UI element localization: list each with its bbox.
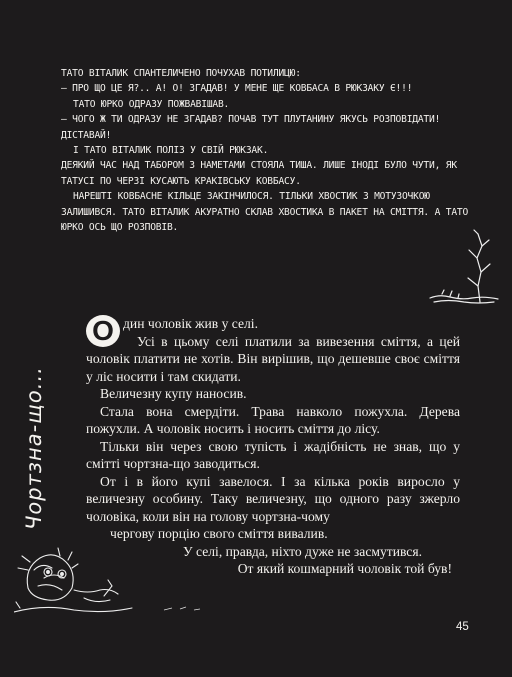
story-paragraph: От який кошмарний чоловік той був!	[237, 561, 452, 576]
story-paragraph: От і в його купі завелося. І за кілька років виросло у величезну особину. Таку величезну, що одного разу зжерло чоловіка, коли він на голову чортзна-чому	[86, 473, 460, 524]
side-title: Чортзна-що...	[22, 366, 46, 530]
story-paragraph: чергову порцію свого сміття вивалив.	[110, 526, 328, 541]
intro-line: ДЕЯКИЙ ЧАС НАД ТАБОРОМ З НАМЕТАМИ СТОЯЛА ТИША. ЛИШЕ ІНОДІ БУЛО ЧУТИ, ЯК ТАТУСІ ПО ЧЕРЗІ КУСАЮТЬ КРАКІВСЬКУ КОВБАСУ.	[61, 160, 457, 187]
intro-line: НАРЕШТІ КОВБАСНЕ КІЛЬЦЕ ЗАКІНЧИЛОСЯ. ТІЛЬКИ ХВОСТИК З МОТУЗОЧКОЮ ЗАЛИШИВСЯ. ТАТО ВІТАЛИК АКУРАТНО СКЛАВ ХВОСТИКА В ПАКЕТ НА СМІТТЯ. А ТАТО ЮРКО ОСЬ ЩО РОЗПОВІВ.	[61, 191, 469, 234]
intro-text	[61, 66, 481, 235]
story-paragraph: У селі, правда, ніхто дуже не засмутився.	[183, 543, 422, 559]
drop-cap: О	[86, 315, 120, 347]
intro-line: — ЧОГО Ж ТИ ОДРАЗУ НЕ ЗГАДАВ? ПОЧАВ ТУТ ПЛУТАНИНУ ЯКУСЬ РОЗПОВІДАТИ! ДІСТАВАЙ!	[61, 114, 441, 141]
story-paragraph: Тільки він через свою тупість і жадібність не знав, що у смітті чортзна-що заводиться.	[86, 438, 460, 471]
creature-sketch	[14, 528, 134, 616]
story-first-line: дин чоловік жив у селі.	[123, 316, 258, 331]
intro-line: ТАТО ВІТАЛИК СПАНТЕЛИЧЕНО ПОЧУХАВ ПОТИЛИЦЮ:	[61, 68, 301, 79]
intro-line: ТАТО ЮРКО ОДРАЗУ ПОЖВАВІШАВ.	[73, 98, 230, 110]
intro-line: І ТАТО ВІТАЛИК ПОЛІЗ У СВІЙ РЮКЗАК.	[73, 145, 269, 157]
story-text	[86, 315, 460, 578]
story-paragraph: Усі в цьому селі платили за вивезення сміття, а цей чоловік платити не хотів. Він вирішив, що дешевше своє сміття у ліс носити і там скидати.	[86, 333, 460, 384]
tree-sketch	[428, 228, 500, 306]
story-paragraph: Величезну купу наносив.	[100, 386, 247, 401]
story-paragraph: Стала вона смердіти. Трава навколо пожухла. Дерева пожухли. А чоловік носить і носить сміття до лісу.	[86, 403, 460, 436]
ground-scratch	[160, 600, 240, 614]
page-number: 45	[456, 621, 469, 633]
intro-line: — ПРО ЩО ЦЕ Я?.. А! О! ЗГАДАВ! У МЕНЕ ЩЕ КОВБАСА В РЮКЗАКУ Є!!!	[61, 83, 413, 95]
